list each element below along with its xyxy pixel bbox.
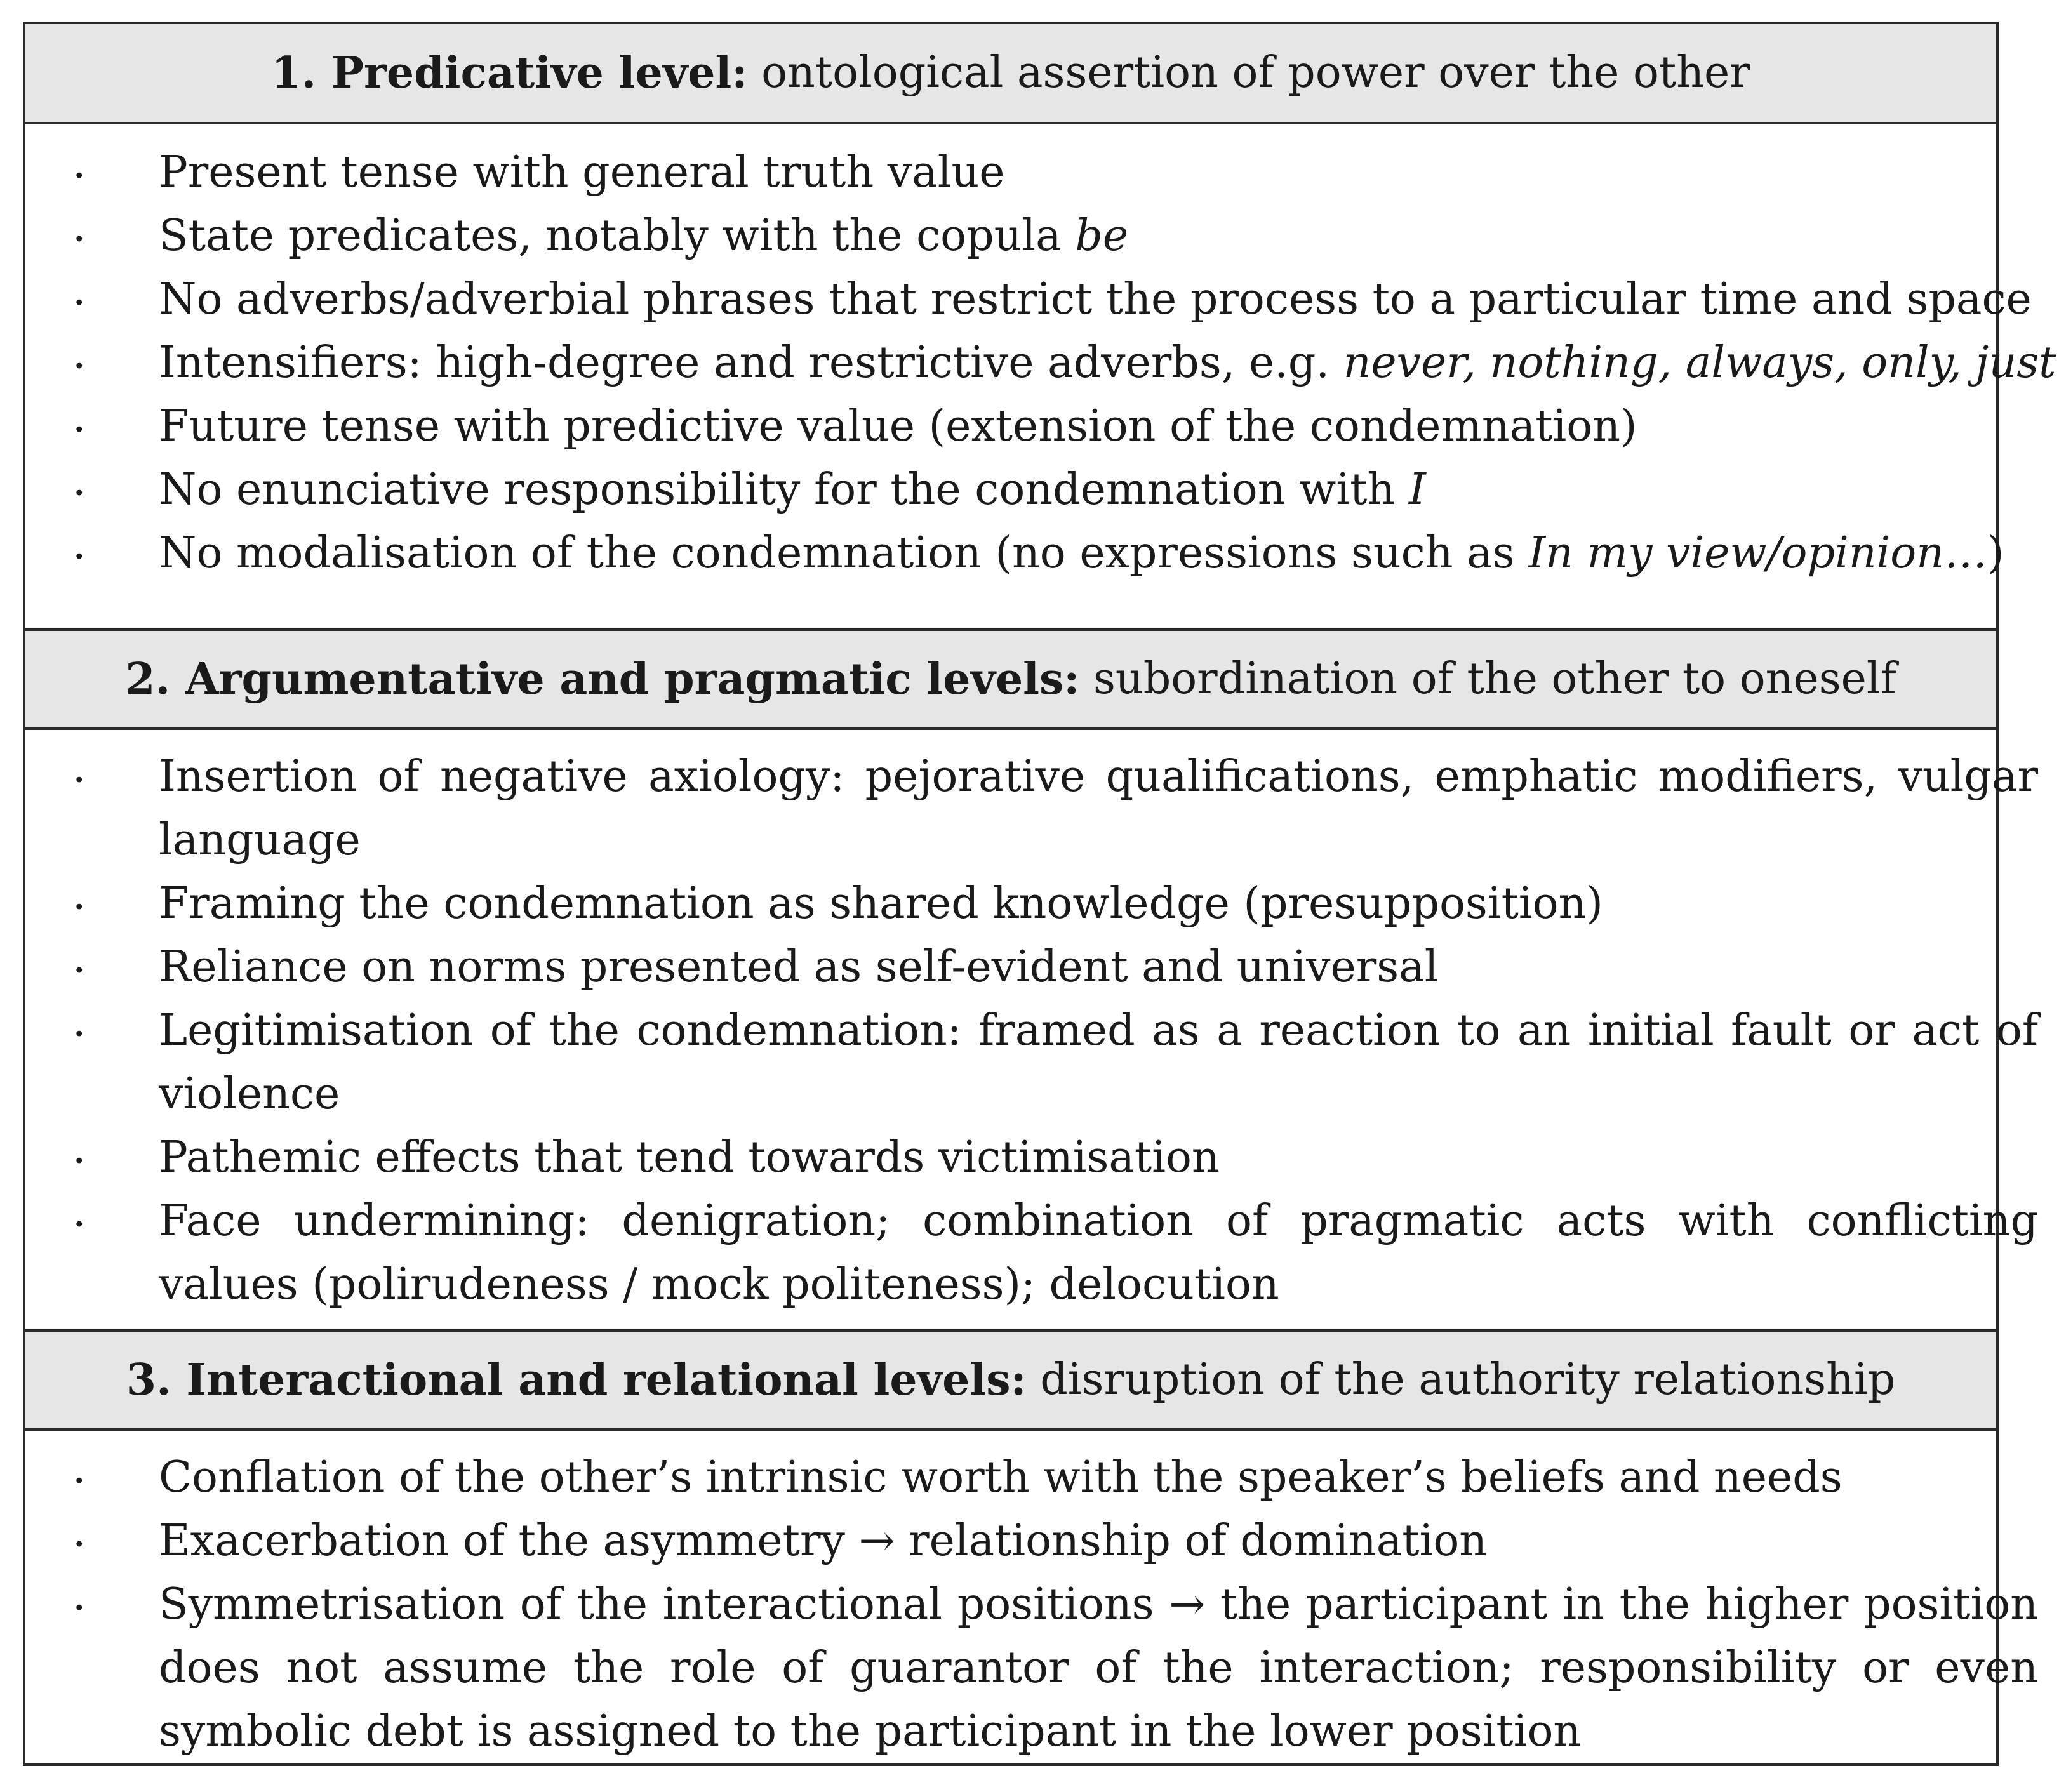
bullet-icon: · [72, 1456, 86, 1506]
section-1-header [25, 24, 1996, 124]
bullet-icon: · [72, 1583, 86, 1633]
section-1-heading-text: ontological assertion of power over the other [761, 48, 1750, 98]
item-text: Intensifiers: high-degree and restrictive adverbs, e.g. never, nothing, always, only, just [159, 338, 2056, 388]
section-2-header [25, 628, 1996, 730]
item-text: No adverbs/adverbial phrases that restrict the process to a particular time and space [159, 274, 2032, 324]
section-3-body [25, 1431, 2038, 1766]
item-text: Future tense with predictive value (extension of the condemnation) [159, 401, 1637, 451]
item-text: Exacerbation of the asymmetry → relationship of domination [159, 1516, 1488, 1566]
item-text: Symmetrisation of the interactional positions → the participant in the higher position does not assume the role of guarantor of the interaction; responsibility or even symbolic debt is assigned to the participant in the lower position [159, 1579, 2038, 1756]
item-text: Legitimisation of the condemnation: framed as a reaction to an initial fault or act of violence [159, 1006, 2038, 1119]
bullet-icon: · [72, 755, 86, 806]
section-2-body [25, 730, 2038, 1360]
bullet-icon: · [72, 1520, 86, 1570]
item-text: Insertion of negative axiology: pejorative qualifications, emphatic modifiers, vulgar language [159, 752, 2038, 865]
section-1-body [25, 124, 2056, 636]
item-text: Conflation of the other’s intrinsic worth with the speaker’s beliefs and needs [159, 1452, 1842, 1503]
item-text: Reliance on norms presented as self-evident and universal [159, 942, 1439, 992]
section-1-heading-bold: 1. Predicative level: [271, 48, 748, 98]
bullet-icon: · [72, 1200, 86, 1250]
bullet-icon: · [72, 151, 86, 201]
bullet-icon: · [72, 342, 86, 392]
item-text: Face undermining: denigration; combination of pragmatic acts with conflicting values (polirudeness / mock politeness); delocution [159, 1196, 2038, 1310]
item-text: Framing the condemnation as shared knowledge (presupposition) [159, 879, 1603, 929]
bullet-icon: · [72, 532, 86, 582]
bullet-icon: · [72, 882, 86, 933]
bullet-icon: · [72, 405, 86, 455]
item-text: Present tense with general truth value [159, 147, 1005, 197]
section-2-heading-bold: 2. Argumentative and pragmatic levels: [125, 654, 1080, 705]
bullet-icon: · [72, 946, 86, 996]
bullet-icon: · [72, 468, 86, 519]
bullet-icon: · [72, 1009, 86, 1059]
item-text: State predicates, notably with the copula be [159, 211, 1129, 261]
bullet-icon: · [72, 278, 86, 328]
section-3-header [25, 1329, 1996, 1431]
bullet-icon: · [72, 215, 86, 265]
item-text: No modalisation of the condemnation (no expressions such as In my view/opinion…) [159, 528, 2004, 578]
section-2-heading-text: subordination of the other to oneself [1093, 654, 1896, 704]
section-3-heading-text: disruption of the authority relationship [1040, 1355, 1896, 1405]
item-text: Pathemic effects that tend towards victimisation [159, 1132, 1220, 1183]
bullet-icon: · [72, 1136, 86, 1186]
section-3-heading-bold: 3. Interactional and relational levels: [126, 1355, 1027, 1405]
levels-table [23, 22, 2056, 1766]
item-text: No enunciative responsibility for the condemnation with I [159, 465, 1426, 515]
